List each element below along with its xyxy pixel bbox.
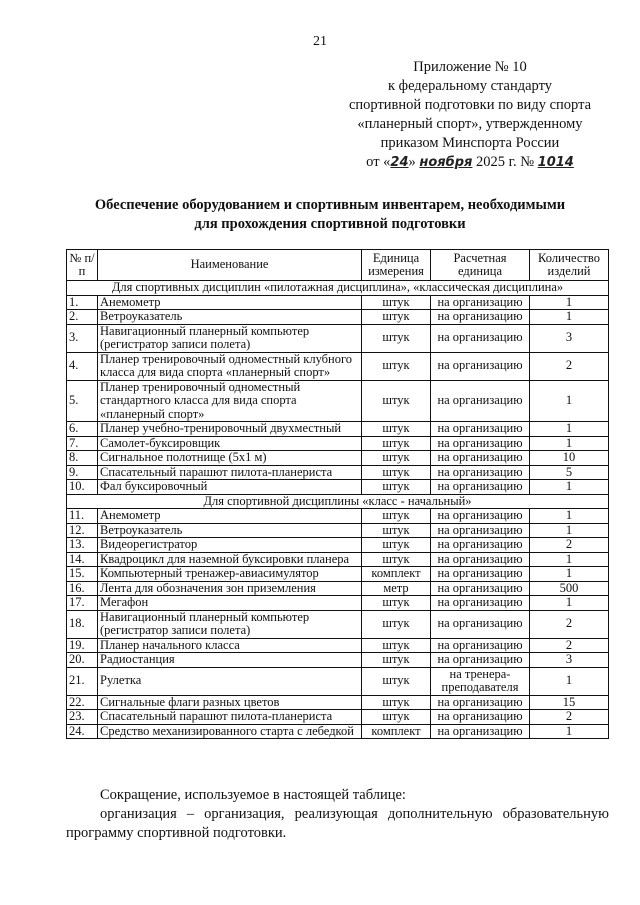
table-row (67, 667, 609, 695)
cell-name: Квадроцикл для наземной буксировки планера (98, 552, 362, 567)
table-row (67, 465, 609, 480)
cell-qty: 1 (530, 523, 609, 538)
cell-name: Планер тренировочный одноместный стандартного класса для вида спорта «планерный спорт» (98, 380, 362, 422)
cell-qty: 1 (530, 436, 609, 451)
cell-qty: 1 (530, 667, 609, 695)
table-header-row (67, 250, 609, 281)
cell-qty: 1 (530, 380, 609, 422)
cell-calc: на организацию (431, 465, 530, 480)
title-line: Обеспечение оборудованием и спортивным инвентарем, необходимыми (94, 197, 566, 213)
cell-qty: 500 (530, 581, 609, 596)
cell-unit: штук (362, 422, 431, 437)
cell-calc: на организацию (431, 509, 530, 524)
cell-unit: штук (362, 610, 431, 638)
cell-num: 8. (67, 451, 98, 466)
cell-calc: на тренера-преподавателя (431, 667, 530, 695)
cell-name: Самолет-буксировщик (98, 436, 362, 451)
cell-calc: на организацию (431, 610, 530, 638)
cell-qty: 5 (530, 465, 609, 480)
cell-num: 13. (67, 538, 98, 553)
cell-num: 19. (67, 638, 98, 653)
cell-name: Фал буксировочный (98, 480, 362, 495)
order-month-handwritten: ноября (419, 155, 473, 170)
cell-name: Навигационный планерный компьютер (регистратор записи полета) (98, 324, 362, 352)
table-row (67, 523, 609, 538)
table-row (67, 324, 609, 352)
title-line: для прохождения спортивной подготовки (194, 216, 466, 232)
cell-qty: 1 (530, 724, 609, 739)
cell-unit: штук (362, 451, 431, 466)
header-name: Наименование (98, 250, 362, 281)
section-title: Для спортивной дисциплины «класс - начальный» (67, 494, 609, 509)
cell-unit: штук (362, 695, 431, 710)
cell-calc: на организацию (431, 638, 530, 653)
cell-name: Радиостанция (98, 653, 362, 668)
table-body (67, 281, 609, 739)
cell-calc: на организацию (431, 552, 530, 567)
header-num: № п/п (67, 250, 98, 281)
cell-num: 12. (67, 523, 98, 538)
cell-unit: штук (362, 638, 431, 653)
header-unit: Единица измерения (362, 250, 431, 281)
cell-calc: на организацию (431, 596, 530, 611)
document-title (60, 196, 600, 234)
cell-num: 10. (67, 480, 98, 495)
cell-unit: комплект (362, 724, 431, 739)
table-row (67, 653, 609, 668)
table-row (67, 352, 609, 380)
table-row (67, 710, 609, 725)
section-header-row (67, 281, 609, 296)
cell-qty: 1 (530, 295, 609, 310)
table-row (67, 310, 609, 325)
appendix-block (340, 58, 600, 172)
cell-calc: на организацию (431, 538, 530, 553)
appendix-line: спортивной подготовки по виду спорта (348, 97, 592, 113)
cell-qty: 1 (530, 480, 609, 495)
section-title: Для спортивных дисциплин «пилотажная дисциплина», «классическая дисциплина» (67, 281, 609, 296)
cell-calc: на организацию (431, 422, 530, 437)
appendix-line: «планерный спорт», утвержденному (357, 116, 583, 132)
cell-qty: 1 (530, 567, 609, 582)
cell-qty: 15 (530, 695, 609, 710)
cell-calc: на организацию (431, 295, 530, 310)
cell-calc: на организацию (431, 436, 530, 451)
order-number-handwritten: 1014 (537, 155, 574, 170)
cell-name: Ветроуказатель (98, 310, 362, 325)
table-row (67, 567, 609, 582)
cell-name: Мегафон (98, 596, 362, 611)
cell-num: 18. (67, 610, 98, 638)
cell-calc: на организацию (431, 710, 530, 725)
cell-unit: штук (362, 653, 431, 668)
cell-name: Спасательный парашют пилота-планериста (98, 465, 362, 480)
order-mid: » (408, 154, 416, 170)
cell-name: Сигнальное полотнище (5х1 м) (98, 451, 362, 466)
table-row (67, 451, 609, 466)
cell-num: 15. (67, 567, 98, 582)
cell-qty: 2 (530, 710, 609, 725)
cell-calc: на организацию (431, 324, 530, 352)
cell-calc: на организацию (431, 523, 530, 538)
cell-unit: штук (362, 436, 431, 451)
cell-qty: 2 (530, 638, 609, 653)
order-prefix: от « (366, 154, 391, 170)
cell-name: Рулетка (98, 667, 362, 695)
order-year: 2025 г. № (476, 154, 535, 170)
header-qty: Количество изделий (530, 250, 609, 281)
cell-name: Анемометр (98, 509, 362, 524)
table-row (67, 581, 609, 596)
cell-calc: на организацию (431, 451, 530, 466)
cell-num: 21. (67, 667, 98, 695)
cell-num: 22. (67, 695, 98, 710)
cell-unit: штук (362, 509, 431, 524)
cell-name: Планер учебно-тренировочный двухместный (98, 422, 362, 437)
table-row (67, 552, 609, 567)
cell-name: Навигационный планерный компьютер (регистратор записи полета) (98, 610, 362, 638)
cell-calc: на организацию (431, 352, 530, 380)
cell-unit: штук (362, 523, 431, 538)
footer-line: Сокращение, используемое в настоящей таблице: (100, 787, 406, 803)
cell-unit: штук (362, 352, 431, 380)
cell-unit: штук (362, 710, 431, 725)
table-row (67, 724, 609, 739)
cell-unit: штук (362, 596, 431, 611)
cell-unit: штук (362, 538, 431, 553)
cell-unit: штук (362, 295, 431, 310)
cell-name: Планер начального класса (98, 638, 362, 653)
cell-unit: штук (362, 324, 431, 352)
cell-unit: штук (362, 552, 431, 567)
cell-name: Планер тренировочный одноместный клубного класса для вида спорта «планерный спорт» (98, 352, 362, 380)
cell-qty: 1 (530, 596, 609, 611)
table-row (67, 596, 609, 611)
cell-num: 7. (67, 436, 98, 451)
cell-qty: 1 (530, 552, 609, 567)
cell-name: Компьютерный тренажер-авиасимулятор (98, 567, 362, 582)
cell-name: Спасательный парашют пилота-планериста (98, 710, 362, 725)
cell-calc: на организацию (431, 653, 530, 668)
cell-qty: 1 (530, 422, 609, 437)
cell-unit: штук (362, 667, 431, 695)
cell-num: 5. (67, 380, 98, 422)
cell-num: 23. (67, 710, 98, 725)
cell-num: 1. (67, 295, 98, 310)
cell-name: Видеорегистратор (98, 538, 362, 553)
cell-unit: штук (362, 310, 431, 325)
cell-qty: 1 (530, 310, 609, 325)
cell-unit: комплект (362, 567, 431, 582)
cell-calc: на организацию (431, 310, 530, 325)
cell-unit: штук (362, 380, 431, 422)
cell-num: 3. (67, 324, 98, 352)
cell-num: 4. (67, 352, 98, 380)
cell-qty: 2 (530, 352, 609, 380)
cell-num: 17. (67, 596, 98, 611)
table-row (67, 638, 609, 653)
appendix-line: приказом Минспорта России (380, 135, 560, 151)
table-row (67, 509, 609, 524)
section-header-row (67, 494, 609, 509)
cell-unit: штук (362, 480, 431, 495)
table-row (67, 695, 609, 710)
page-number: 21 (313, 34, 327, 49)
appendix-line: к федеральному стандарту (388, 78, 552, 94)
table-row (67, 295, 609, 310)
cell-name: Анемометр (98, 295, 362, 310)
cell-name: Лента для обозначения зон приземления (98, 581, 362, 596)
table-row (67, 538, 609, 553)
cell-num: 2. (67, 310, 98, 325)
cell-name: Средство механизированного старта с лебедкой (98, 724, 362, 739)
cell-qty: 2 (530, 610, 609, 638)
cell-calc: на организацию (431, 581, 530, 596)
cell-qty: 2 (530, 538, 609, 553)
cell-num: 20. (67, 653, 98, 668)
footer-definition: организация – организация, реализующая дополнительную образовательную программу спортивной подготовки. (66, 806, 609, 841)
cell-name: Сигнальные флаги разных цветов (98, 695, 362, 710)
order-line (340, 153, 600, 172)
cell-calc: на организацию (431, 567, 530, 582)
cell-calc: на организацию (431, 695, 530, 710)
header-calc: Расчетная единица (431, 250, 530, 281)
cell-name: Ветроуказатель (98, 523, 362, 538)
order-day-handwritten: 24 (390, 155, 409, 170)
cell-calc: на организацию (431, 480, 530, 495)
cell-num: 6. (67, 422, 98, 437)
cell-qty: 3 (530, 324, 609, 352)
table-row (67, 610, 609, 638)
cell-num: 16. (67, 581, 98, 596)
cell-qty: 1 (530, 509, 609, 524)
cell-num: 24. (67, 724, 98, 739)
cell-unit: метр (362, 581, 431, 596)
table-row (67, 436, 609, 451)
footer-note (66, 786, 609, 843)
equipment-table (66, 249, 609, 739)
cell-qty: 10 (530, 451, 609, 466)
table-row (67, 480, 609, 495)
cell-calc: на организацию (431, 380, 530, 422)
cell-calc: на организацию (431, 724, 530, 739)
cell-num: 14. (67, 552, 98, 567)
cell-qty: 3 (530, 653, 609, 668)
table-row (67, 380, 609, 422)
appendix-line: Приложение № 10 (413, 59, 527, 75)
table-row (67, 422, 609, 437)
cell-num: 9. (67, 465, 98, 480)
cell-unit: штук (362, 465, 431, 480)
cell-num: 11. (67, 509, 98, 524)
